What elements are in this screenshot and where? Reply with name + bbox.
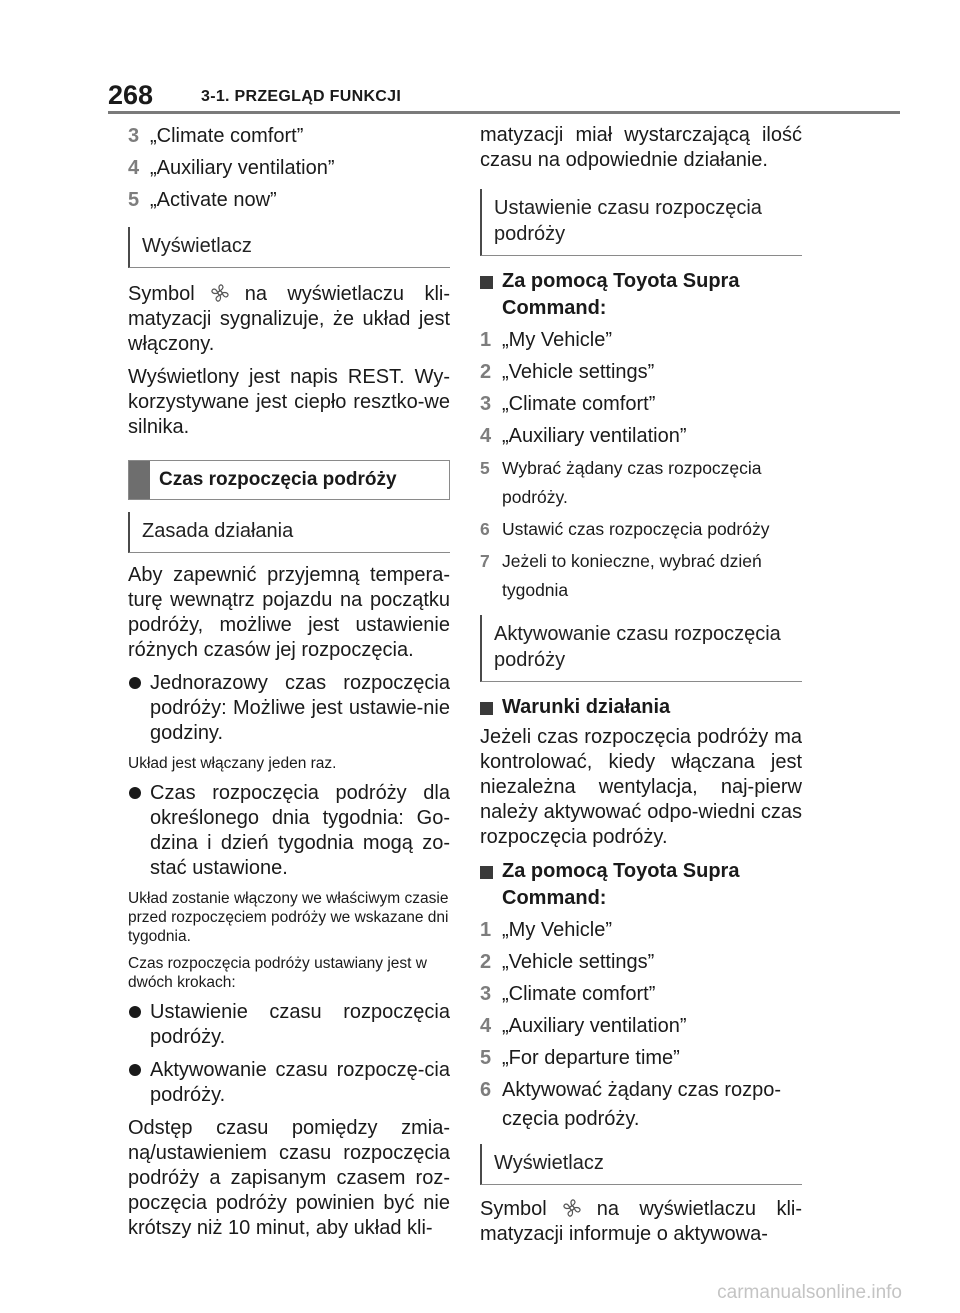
square-heading: Za pomocą Toyota Supra Command:	[480, 268, 802, 322]
watermark: carmanualsonline.info	[717, 1282, 902, 1303]
square-heading: Warunki działania	[480, 694, 802, 721]
bullet-dot-icon	[129, 1064, 141, 1076]
bullet-dot-icon	[129, 677, 141, 689]
step-item: 5 „For departure time”	[480, 1047, 680, 1069]
subhead-activate: Aktywowanie czasu rozpoczęcia podróży	[480, 615, 802, 682]
header-rule	[108, 111, 900, 114]
square-bullet-icon	[480, 866, 493, 879]
page-number: 268	[108, 80, 154, 110]
fan-icon	[561, 1198, 583, 1218]
step-item: 4 „Auxiliary ventilation”	[480, 425, 687, 447]
banner-title: Czas rozpoczęcia podróży	[159, 469, 397, 490]
continue-paragraph: matyzacji miał wystarczającą ilość czasu na odpowiednie działanie.	[480, 124, 802, 171]
step-item: 3 „Climate comfort”	[128, 125, 304, 147]
page-header	[108, 68, 900, 114]
square-bullet-icon	[480, 276, 493, 289]
symbol-paragraph-2: Symbol na wyświetlaczu kli-matyzacji informuje o aktywowa-	[480, 1198, 802, 1245]
step-item: 2 „Vehicle settings”	[480, 361, 655, 383]
rest-paragraph: Wyświetlony jest napis REST. Wy-korzystywane jest ciepło resztko-we silnika.	[128, 366, 450, 438]
section-title: 3-1. PRZEGLĄD FUNKCJI	[201, 88, 402, 105]
note: Układ zostanie włączony we właściwym czasie przed rozpoczęciem podróży we wskazane dni tygodnia.	[128, 890, 449, 945]
step-item: 2 „Vehicle settings”	[480, 951, 655, 973]
step-item: 1 „My Vehicle”	[480, 329, 613, 351]
step-item: 6 Ustawić czas rozpoczęcia podróży	[480, 519, 770, 539]
bullet-dot-icon	[129, 1006, 141, 1018]
symbol-paragraph: Symbol na wyświetlaczu kli-matyzacji sygnalizuje, że układ jest włączony.	[128, 283, 450, 355]
section-banner	[128, 460, 450, 500]
bullet-item: Ustawienie czasu rozpoczęcia podróży.	[128, 1000, 450, 1050]
square-bullet-icon	[480, 702, 493, 715]
interval-paragraph: Odstęp czasu pomiędzy zmia-ną/ustawieniem czasu rozpoczęcia podróży a zapisanym czasem roz-poczęcia podróży powinien być nie krótszy niż 10 minut, aby układ kli-	[128, 1117, 450, 1239]
fan-icon	[209, 283, 231, 303]
step-item: 3 „Climate comfort”	[480, 393, 656, 415]
bullet-dot-icon	[129, 787, 141, 799]
step-item: 5 „Activate now”	[128, 189, 277, 211]
step-item: 7 Jeżeli to konieczne, wybrać dzień tygodnia	[480, 551, 762, 600]
right-column	[480, 120, 802, 1255]
left-column	[128, 120, 450, 1249]
bullet-item: Czas rozpoczęcia podróży dla określonego dnia tygodnia: Go-dzina i dzień tygodnia mogą zo-stać ustawione.	[128, 781, 450, 881]
conditions-paragraph: Jeżeli czas rozpoczęcia podróży ma kontrolować, kiedy włączana jest niezależna wentylacja, naj-pierw należy aktywować odpo-wiedni czas rozpoczęcia podróży.	[480, 726, 802, 848]
step-item: 5 Wybrać żądany czas rozpoczęcia podróży.	[480, 458, 762, 507]
step-item: 4 „Auxiliary ventilation”	[128, 157, 335, 179]
subhead-set-time: Ustawienie czasu rozpoczęcia podróży	[480, 189, 802, 256]
step-item: 1 „My Vehicle”	[480, 919, 613, 941]
square-heading: Za pomocą Toyota Supra Command:	[480, 858, 802, 912]
note: Czas rozpoczęcia podróży ustawiany jest w dwóch krokach:	[128, 955, 427, 991]
intro-paragraph: Aby zapewnić przyjemną tempera-turę wewnątrz pojazdu na początku podróży, możliwe jest ustawienie różnych czasów jej rozpoczęcia.	[128, 564, 450, 661]
note: Układ jest włączany jeden raz.	[128, 755, 337, 772]
bullet-item: Aktywowanie czasu rozpoczę-cia podróży.	[128, 1058, 450, 1108]
subhead-display-2: Wyświetlacz	[480, 1144, 802, 1185]
banner-bar	[129, 461, 150, 499]
subhead-display: Wyświetlacz	[128, 227, 450, 268]
subhead-principle: Zasada działania	[128, 512, 450, 553]
bullet-item: Jednorazowy czas rozpoczęcia podróży: Możliwe jest ustawie-nie godziny.	[128, 671, 450, 746]
step-item: 6 Aktywować żądany czas rozpo-częcia podróży.	[480, 1079, 782, 1130]
step-item: 4 „Auxiliary ventilation”	[480, 1015, 687, 1037]
step-item: 3 „Climate comfort”	[480, 983, 656, 1005]
